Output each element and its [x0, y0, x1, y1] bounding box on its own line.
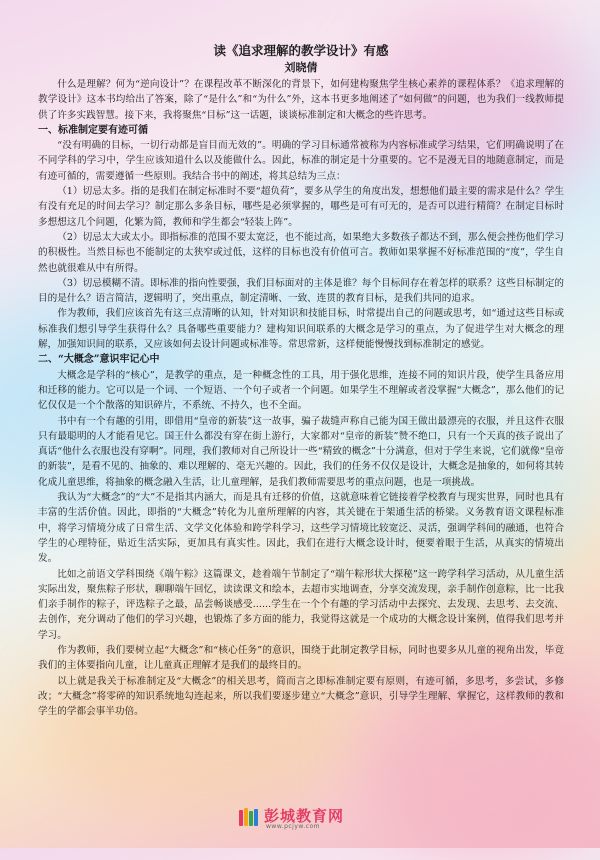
- paragraph: “没有明确的目标，一切行动都是盲目而无效的”。明确的学习目标通常被称为内容标准或学习结果，它们明确说明了在不同学科的学习中，学生应该知道什么以及能做什么。因此，标准的制定是十分重要的。它不是漫无目的地随意制定，而是有迹可循的，需要遵循一些原则。我结合书中的阐述，将其总结为三点：: [38, 140, 564, 182]
- site-logo[interactable]: [238, 802, 398, 834]
- paragraph: （2）切忌太大或太小。即指标准的范围不要太宽泛，也不能过高，如果绝大多数孩子都达不到，那么便会挫伤他们学习的积极性。当然目标也不能制定的太狭窄或过低，这样的目标也没有价值可言。教师如果掌握不好标准范围的“度”，学生自然也就很难从中有所得。: [38, 231, 564, 274]
- section-heading: 二、“大概念”意识牢记心中: [38, 354, 160, 366]
- paragraph: 作为教师，我们要树立起“大概念”和“核心任务”的意识，围绕于此制定教学目标，同时也要多从儿童的视角出发，毕竟我们的主体要指向儿童，让儿童真正理解才是我们的最终目的。: [38, 644, 564, 672]
- section-heading: 一、标准制定要有迹可循: [38, 124, 148, 136]
- paragraph: 大概念是学科的“核心”，是教学的重点，是一种概念性的工具，用于强化思维，连接不同的知识片段，使学生具备应用和迁移的能力。它可以是一个词、一个短语、一个句子或者一个问题。如果学生不理解或者没掌握“大概念”，那么他们的记忆仅仅是一个个散落的知识碎片，不系统、不持久，也不全面。: [38, 369, 564, 412]
- paragraph: 作为教师，我们应该首先有这三点清晰的认知，针对知识和技能目标，时常提出自己的问题或思考，如“通过这些目标或标准我们想引导学生获得什么？具备哪些重要能力？建构知识间联系的大概念是学习的重点，为了促进学生对大概念的理解，加强知识间的联系，又应该如何去设计问题或标准等。常思常新，这样便能慢慢找到标准制定的感觉。: [38, 308, 564, 351]
- paragraph: （3）切忌模糊不清。即标准的指向性要强，我们目标面对的主体是谁？每个目标间存在着怎样的联系？这些目标制定的目的是什么？语言简洁，逻辑明了，突出重点，制定清晰、一致、连贯的教育目标，是我们共同的追求。: [38, 277, 564, 305]
- article-author: 刘晓倩: [284, 61, 318, 74]
- books-icon: [238, 806, 260, 828]
- paragraph: 比如之前语文学科围绕《端午粽》这篇课文，趁着端午节制定了“端午粽形状大探秘”这一跨学科学习活动，从儿童生活实际出发，聚焦粽子形状，聊聊端午回忆，读读课文和绘本，去超市实地调查，分享交流发现，亲手制作创意粽，比一比我们亲手制作的粽子，评选粽子之最，品尝畅谈感受......学生在一个个有趣的学习活动中去探究、去发现、去思考、去交流、去创作，充分调动了他们的学习兴趣，也锻炼了多方面的能力，我觉得这就是一个成功的大概念设计案例，值得我们思考并学习。: [38, 568, 564, 641]
- paragraph: 书中有一个有趣的引用，即借用“皇帝的新装”这一故事，骗子裁缝声称自己能为国王做出最漂亮的衣服，并且这件衣服只有最聪明的人才能看见它。国王什么都没有穿在街上游行，大家都对“皇帝的新装”赞不绝口，只有一个天真的孩子说出了真话“他什么衣服也没有穿啊”。同理，我们教师对自己所设计一些“精致的概念”十分满意，但对于学生来说，它们就像“皇帝的新装”，是看不见的、抽象的、难以理解的、毫无兴趣的。因此，我们的任务不仅仅是设计，大概念是抽象的，如何将其转化成儿童思维，将抽象的概念融入生活，让儿童理解，是我们教师需要思考的重点问题，也是一项挑战。: [38, 415, 564, 488]
- article: [38, 42, 564, 719]
- logo-url: www.pcjyw.com: [266, 823, 320, 830]
- paragraph: 什么是理解？何为“逆向设计”？在课程改革不断深化的背景下，如何建构聚焦学生核心素养的课程体系？《追求理解的教学设计》这本书均给出了答案，除了“是什么”和“为什么”外，这本书更多地阐述了“如何做”的问题，也为我们一线教师提供了许多实践智慧。接下来，我将聚焦“目标”这一话题，谈谈标准制定和大概念的些许思考。: [38, 79, 564, 121]
- logo-text: 彭城教育网: [264, 807, 345, 825]
- paragraph: （1）切忌太多。指的是我们在制定标准时不要“超负荷”，要多从学生的角度出发，想想他们最主要的需求是什么？学生有没有充足的时间去学习？制定那么多条目标，哪些是必须掌握的，哪些是可有可无的，是否可以进行精简？在制定目标时多想想这几个问题，化繁为简，教师和学生都会“轻装上阵”。: [38, 186, 564, 228]
- paragraph: 以上就是我关于标准制定及“大概念”的相关思考，简而言之即标准制定要有原则，有迹可循，多思考，多尝试，多修改；“大概念”将零碎的知识系统地勾连起来，所以我们要逐步建立“大概念”意识，引导学生理解、掌握它，这样教师的教和学生的学都会事半功倍。: [38, 675, 564, 718]
- paragraph: 我认为“大概念”的“大”不是指其内涵大，而是具有迁移的价值，这就意味着它链接着学校教育与现实世界，同时也具有丰富的生活价值。因此，即指的“大概念”转化为儿童所理解的内容，其关键在于架通生活的桥梁。义务教育语文课程标准中，将学习情境分成了日常生活、文学文化体验和跨学科学习，这些学习情境比较宽泛、灵活，强调学科间的融通，也符合学生的心理特征，贴近生活实际，更加具有真实性。因此，我们在进行大概念设计时，便要着眼于生活，从真实的情境出发。: [38, 492, 564, 565]
- article-body: [38, 77, 564, 719]
- article-title: 读《追求理解的教学设计》有感: [213, 43, 389, 58]
